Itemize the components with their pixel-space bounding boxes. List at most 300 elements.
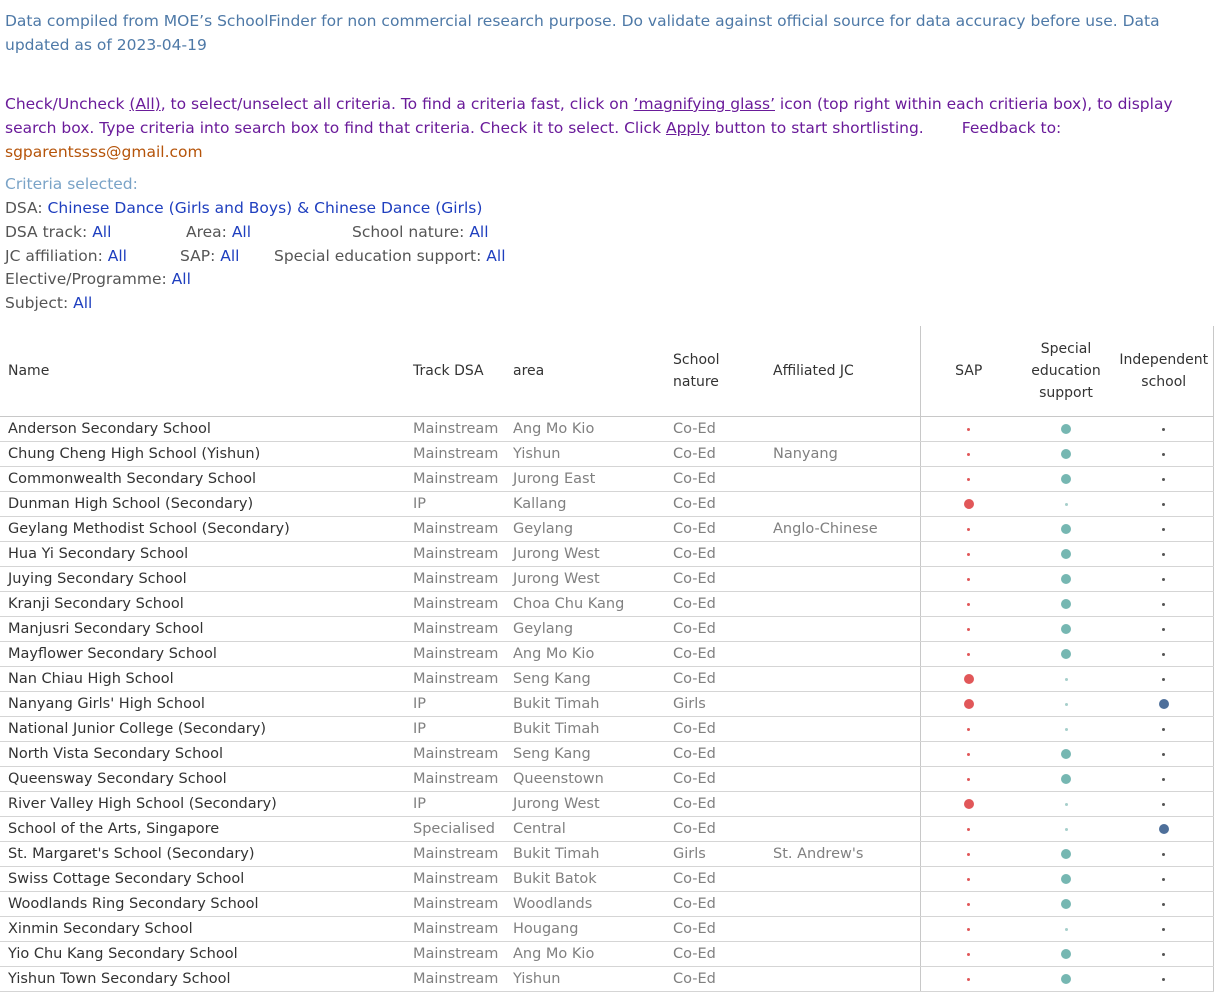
- instr-text-1: Check/Uncheck: [5, 95, 130, 113]
- sen-mark-cell: [1017, 592, 1115, 617]
- subject-value: All: [73, 294, 93, 312]
- table-row[interactable]: [0, 467, 1213, 492]
- table-row[interactable]: [0, 917, 1213, 942]
- table-row[interactable]: [0, 542, 1213, 567]
- independent-mark: [1162, 678, 1165, 681]
- area-cell: Jurong East: [505, 467, 665, 492]
- sap-mark: [967, 928, 970, 931]
- sen-mark: [1065, 678, 1068, 681]
- independent-mark: [1162, 578, 1165, 581]
- sap-mark-cell: [920, 692, 1017, 717]
- criteria-sap: [180, 247, 239, 265]
- dsa-track-value: All: [92, 223, 112, 241]
- table-row[interactable]: [0, 417, 1213, 442]
- sap-mark: [964, 699, 974, 709]
- school-name-cell: St. Margaret's School (Secondary): [0, 842, 405, 867]
- col-header-area[interactable]: area: [505, 326, 665, 417]
- sap-mark: [967, 628, 970, 631]
- sen-header-line1: Special: [1040, 341, 1092, 357]
- table-row[interactable]: [0, 867, 1213, 892]
- school-name-cell: Yio Chu Kang Secondary School: [0, 942, 405, 967]
- independent-mark: [1162, 853, 1165, 856]
- track-dsa-cell: Mainstream: [405, 567, 505, 592]
- school-nature-cell: Co-Ed: [665, 792, 765, 817]
- school-nature-cell: Co-Ed: [665, 542, 765, 567]
- independent-mark-cell: [1115, 592, 1213, 617]
- track-dsa-cell: Mainstream: [405, 642, 505, 667]
- sen-label: Special education support:: [274, 247, 487, 265]
- independent-mark-cell: [1115, 867, 1213, 892]
- school-name-cell: North Vista Secondary School: [0, 742, 405, 767]
- criteria-sen: [274, 247, 506, 265]
- sap-mark-cell: [920, 492, 1017, 517]
- area-label: Area:: [186, 223, 232, 241]
- sap-mark: [967, 428, 970, 431]
- area-cell: Central: [505, 817, 665, 842]
- instr-text-2: , to select/unselect all criteria. To find a criteria fast, click on: [160, 95, 634, 113]
- sap-mark: [967, 603, 970, 606]
- area-cell: Woodlands: [505, 892, 665, 917]
- sen-mark: [1061, 574, 1071, 584]
- sen-value: All: [486, 247, 506, 265]
- sap-mark-cell: [920, 917, 1017, 942]
- area-cell: Ang Mo Kio: [505, 417, 665, 442]
- sen-mark: [1065, 728, 1068, 731]
- independent-mark-cell: [1115, 442, 1213, 467]
- table-row[interactable]: [0, 892, 1213, 917]
- criteria-jc: [5, 247, 127, 265]
- sap-mark: [967, 953, 970, 956]
- sen-mark: [1061, 524, 1071, 534]
- sap-mark-cell: [920, 467, 1017, 492]
- affiliated-jc-cell: [765, 742, 920, 767]
- affiliated-jc-cell: [765, 617, 920, 642]
- track-dsa-cell: Mainstream: [405, 842, 505, 867]
- sap-mark-cell: [920, 967, 1017, 992]
- school-name-cell: Nan Chiau High School: [0, 667, 405, 692]
- school-nature-cell: Co-Ed: [665, 617, 765, 642]
- independent-mark: [1162, 728, 1165, 731]
- sap-mark-cell: [920, 667, 1017, 692]
- track-dsa-cell: Mainstream: [405, 667, 505, 692]
- sen-mark: [1065, 803, 1068, 806]
- school-name-cell: Swiss Cottage Secondary School: [0, 867, 405, 892]
- independent-mark-cell: [1115, 842, 1213, 867]
- school-nature-cell: Co-Ed: [665, 642, 765, 667]
- sap-value: All: [220, 247, 240, 265]
- usage-instructions: [5, 92, 1215, 164]
- school-name-cell: Yishun Town Secondary School: [0, 967, 405, 992]
- table-row[interactable]: [0, 442, 1213, 467]
- sen-mark: [1061, 974, 1071, 984]
- sen-header-line3: support: [1039, 385, 1093, 401]
- school-nature-cell: Co-Ed: [665, 442, 765, 467]
- sen-mark: [1065, 928, 1068, 931]
- apply-link[interactable]: Apply: [665, 119, 710, 137]
- affiliated-jc-cell: [765, 692, 920, 717]
- area-cell: Hougang: [505, 917, 665, 942]
- track-dsa-cell: Mainstream: [405, 967, 505, 992]
- area-cell: Ang Mo Kio: [505, 942, 665, 967]
- area-cell: Choa Chu Kang: [505, 592, 665, 617]
- independent-mark-cell: [1115, 417, 1213, 442]
- table-row[interactable]: [0, 967, 1213, 992]
- school-name-cell: Anderson Secondary School: [0, 417, 405, 442]
- sen-mark: [1061, 549, 1071, 559]
- sap-mark-cell: [920, 942, 1017, 967]
- school-nature-cell: Co-Ed: [665, 492, 765, 517]
- school-name-cell: Queensway Secondary School: [0, 767, 405, 792]
- school-nature-cell: Co-Ed: [665, 767, 765, 792]
- sen-mark-cell: [1017, 817, 1115, 842]
- school-nature-cell: Co-Ed: [665, 567, 765, 592]
- sap-mark-cell: [920, 742, 1017, 767]
- independent-mark-cell: [1115, 667, 1213, 692]
- sen-mark-cell: [1017, 892, 1115, 917]
- criteria-elective: [5, 270, 191, 288]
- independent-mark: [1162, 603, 1165, 606]
- school-nature-cell: Co-Ed: [665, 517, 765, 542]
- school-name-cell: Dunman High School (Secondary): [0, 492, 405, 517]
- independent-mark-cell: [1115, 792, 1213, 817]
- independent-mark: [1162, 428, 1165, 431]
- sap-mark-cell: [920, 767, 1017, 792]
- sen-mark-cell: [1017, 942, 1115, 967]
- table-row[interactable]: [0, 642, 1213, 667]
- sap-mark: [964, 499, 974, 509]
- affiliated-jc-cell: [765, 592, 920, 617]
- area-cell: Bukit Timah: [505, 842, 665, 867]
- dsa-label: DSA:: [5, 199, 48, 217]
- sap-mark: [967, 478, 970, 481]
- sap-mark: [967, 753, 970, 756]
- area-cell: Kallang: [505, 492, 665, 517]
- table-row[interactable]: [0, 517, 1213, 542]
- all-link[interactable]: (All): [129, 95, 161, 113]
- area-cell: Queenstown: [505, 767, 665, 792]
- school-name-cell: Nanyang Girls' High School: [0, 692, 405, 717]
- sen-mark-cell: [1017, 617, 1115, 642]
- sap-mark-cell: [920, 792, 1017, 817]
- independent-mark: [1162, 553, 1165, 556]
- independent-mark: [1159, 824, 1169, 834]
- col-header-sap[interactable]: SAP: [920, 326, 1017, 417]
- track-dsa-cell: IP: [405, 492, 505, 517]
- sap-mark: [967, 978, 970, 981]
- affiliated-jc-cell: [765, 792, 920, 817]
- sap-label: SAP:: [180, 247, 221, 265]
- track-dsa-cell: IP: [405, 717, 505, 742]
- dsa-track-label: DSA track:: [5, 223, 93, 241]
- table-row[interactable]: [0, 717, 1213, 742]
- area-cell: Jurong West: [505, 542, 665, 567]
- track-dsa-cell: Mainstream: [405, 917, 505, 942]
- track-dsa-cell: Mainstream: [405, 767, 505, 792]
- sen-mark: [1065, 703, 1068, 706]
- school-nature-cell: Co-Ed: [665, 742, 765, 767]
- independent-mark: [1162, 653, 1165, 656]
- col-header-jc[interactable]: Affiliated JC: [765, 326, 920, 417]
- elective-value: All: [171, 270, 191, 288]
- school-nature-cell: Girls: [665, 842, 765, 867]
- criteria-subject: [5, 294, 92, 312]
- sen-mark: [1061, 424, 1071, 434]
- sap-mark: [967, 853, 970, 856]
- sen-mark-cell: [1017, 792, 1115, 817]
- table-row[interactable]: [0, 767, 1213, 792]
- table-row[interactable]: [0, 567, 1213, 592]
- jc-value: All: [107, 247, 127, 265]
- independent-mark-cell: [1115, 517, 1213, 542]
- independent-mark-cell: [1115, 617, 1213, 642]
- sap-mark-cell: [920, 567, 1017, 592]
- sap-mark-cell: [920, 842, 1017, 867]
- school-name-cell: Geylang Methodist School (Secondary): [0, 517, 405, 542]
- independent-mark: [1159, 699, 1169, 709]
- col-header-name[interactable]: Name: [0, 326, 405, 417]
- school-nature-cell: Co-Ed: [665, 467, 765, 492]
- table-row[interactable]: [0, 667, 1213, 692]
- track-dsa-cell: Mainstream: [405, 517, 505, 542]
- independent-mark-cell: [1115, 492, 1213, 517]
- area-value: All: [231, 223, 252, 241]
- school-name-cell: Manjusri Secondary School: [0, 617, 405, 642]
- area-cell: Geylang: [505, 517, 665, 542]
- independent-mark-cell: [1115, 742, 1213, 767]
- col-header-nature[interactable]: School nature: [665, 326, 765, 417]
- affiliated-jc-cell: [765, 867, 920, 892]
- independent-mark-cell: [1115, 942, 1213, 967]
- sen-mark: [1061, 899, 1071, 909]
- track-dsa-cell: Mainstream: [405, 592, 505, 617]
- affiliated-jc-cell: [765, 492, 920, 517]
- sen-mark: [1061, 749, 1071, 759]
- independent-mark: [1162, 978, 1165, 981]
- sap-mark: [967, 453, 970, 456]
- track-dsa-cell: Mainstream: [405, 467, 505, 492]
- independent-mark: [1162, 903, 1165, 906]
- sen-mark-cell: [1017, 867, 1115, 892]
- independent-mark-cell: [1115, 917, 1213, 942]
- track-dsa-cell: Mainstream: [405, 742, 505, 767]
- col-header-sen[interactable]: [1017, 326, 1115, 417]
- sen-mark: [1061, 949, 1071, 959]
- school-name-cell: Commonwealth Secondary School: [0, 467, 405, 492]
- sap-mark-cell: [920, 542, 1017, 567]
- sap-mark: [967, 878, 970, 881]
- track-dsa-cell: Mainstream: [405, 892, 505, 917]
- criteria-school-nature: [352, 223, 489, 241]
- sap-mark-cell: [920, 517, 1017, 542]
- independent-mark-cell: [1115, 767, 1213, 792]
- data-source-notice: Data compiled from MOE’s SchoolFinder for non commercial research purpose. Do validate against official source for data accuracy before use. Data updated as of 2023-04-19: [5, 12, 1160, 54]
- school-nature-label: School nature:: [352, 223, 470, 241]
- ind-header-line1: Independent: [1119, 352, 1209, 368]
- table-row[interactable]: [0, 942, 1213, 967]
- table-row[interactable]: [0, 692, 1213, 717]
- sen-mark-cell: [1017, 717, 1115, 742]
- independent-mark: [1162, 953, 1165, 956]
- school-name-cell: Xinmin Secondary School: [0, 917, 405, 942]
- area-cell: Seng Kang: [505, 667, 665, 692]
- table-row[interactable]: [0, 842, 1213, 867]
- track-dsa-cell: Mainstream: [405, 617, 505, 642]
- school-name-cell: Mayflower Secondary School: [0, 642, 405, 667]
- sap-mark-cell: [920, 417, 1017, 442]
- area-cell: Bukit Timah: [505, 717, 665, 742]
- sen-mark-cell: [1017, 842, 1115, 867]
- sap-mark: [967, 828, 970, 831]
- independent-mark-cell: [1115, 542, 1213, 567]
- school-nature-cell: Co-Ed: [665, 592, 765, 617]
- affiliated-jc-cell: [765, 417, 920, 442]
- instr-text-3: icon (top right within each critieria box), to display search box. Type criteria into search box to find that criteria. Check it to select. Click: [5, 95, 1173, 137]
- area-cell: Yishun: [505, 442, 665, 467]
- sen-mark-cell: [1017, 692, 1115, 717]
- sen-mark-cell: [1017, 517, 1115, 542]
- sen-mark: [1061, 849, 1071, 859]
- sap-mark-cell: [920, 642, 1017, 667]
- school-name-cell: National Junior College (Secondary): [0, 717, 405, 742]
- sen-mark: [1061, 649, 1071, 659]
- track-dsa-cell: Mainstream: [405, 542, 505, 567]
- independent-mark-cell: [1115, 892, 1213, 917]
- independent-mark-cell: [1115, 817, 1213, 842]
- affiliated-jc-cell: [765, 942, 920, 967]
- sen-mark: [1061, 774, 1071, 784]
- independent-mark: [1162, 928, 1165, 931]
- independent-mark: [1162, 803, 1165, 806]
- table-row[interactable]: [0, 592, 1213, 617]
- school-name-cell: School of the Arts, Singapore: [0, 817, 405, 842]
- sap-mark: [964, 799, 974, 809]
- school-nature-cell: Co-Ed: [665, 917, 765, 942]
- table-row[interactable]: [0, 492, 1213, 517]
- affiliated-jc-cell: [765, 767, 920, 792]
- elective-label: Elective/Programme:: [5, 270, 172, 288]
- school-name-cell: Chung Cheng High School (Yishun): [0, 442, 405, 467]
- independent-mark: [1162, 453, 1165, 456]
- sap-mark-cell: [920, 717, 1017, 742]
- table-body: [0, 417, 1213, 992]
- affiliated-jc-cell: [765, 667, 920, 692]
- independent-mark-cell: [1115, 567, 1213, 592]
- sen-mark-cell: [1017, 442, 1115, 467]
- school-nature-cell: Co-Ed: [665, 667, 765, 692]
- affiliated-jc-cell: [765, 542, 920, 567]
- track-dsa-cell: IP: [405, 792, 505, 817]
- criteria-dsa-row: [5, 199, 482, 217]
- track-dsa-cell: IP: [405, 692, 505, 717]
- area-cell: Jurong West: [505, 567, 665, 592]
- feedback-email-link[interactable]: sgparentssss@gmail.com: [5, 143, 203, 161]
- school-name-cell: Hua Yi Secondary School: [0, 542, 405, 567]
- independent-mark-cell: [1115, 692, 1213, 717]
- jc-label: JC affiliation:: [5, 247, 108, 265]
- school-nature-cell: Co-Ed: [665, 717, 765, 742]
- sap-mark: [967, 903, 970, 906]
- affiliated-jc-cell: [765, 817, 920, 842]
- area-cell: Geylang: [505, 617, 665, 642]
- independent-mark: [1162, 778, 1165, 781]
- independent-mark: [1162, 628, 1165, 631]
- col-header-independent[interactable]: [1115, 326, 1213, 417]
- affiliated-jc-cell: St. Andrew's: [765, 842, 920, 867]
- instr-text-4: button to start shortlisting.: [709, 119, 924, 137]
- col-header-track[interactable]: Track DSA: [405, 326, 505, 417]
- school-name-cell: Juying Secondary School: [0, 567, 405, 592]
- independent-mark: [1162, 503, 1165, 506]
- independent-mark: [1162, 753, 1165, 756]
- independent-mark-cell: [1115, 717, 1213, 742]
- affiliated-jc-cell: [765, 467, 920, 492]
- sap-mark-cell: [920, 442, 1017, 467]
- sen-mark-cell: [1017, 967, 1115, 992]
- table-header-row: [0, 326, 1213, 417]
- sap-mark: [967, 653, 970, 656]
- independent-mark: [1162, 528, 1165, 531]
- sap-mark: [967, 728, 970, 731]
- feedback-label: Feedback to:: [961, 119, 1062, 137]
- school-nature-cell: Co-Ed: [665, 867, 765, 892]
- sen-mark-cell: [1017, 467, 1115, 492]
- table-row[interactable]: [0, 792, 1213, 817]
- ind-header-line2: school: [1141, 374, 1187, 390]
- sen-header-line2: education: [1031, 363, 1101, 379]
- area-cell: Seng Kang: [505, 742, 665, 767]
- sap-mark-cell: [920, 867, 1017, 892]
- sen-mark-cell: [1017, 917, 1115, 942]
- sap-mark: [967, 778, 970, 781]
- school-nature-cell: Co-Ed: [665, 892, 765, 917]
- sap-mark: [964, 674, 974, 684]
- track-dsa-cell: Mainstream: [405, 442, 505, 467]
- school-nature-cell: Co-Ed: [665, 417, 765, 442]
- sen-mark-cell: [1017, 542, 1115, 567]
- sap-mark: [967, 553, 970, 556]
- sen-mark-cell: [1017, 417, 1115, 442]
- area-cell: Bukit Timah: [505, 692, 665, 717]
- criteria-heading: Criteria selected:: [5, 175, 138, 193]
- sen-mark: [1061, 624, 1071, 634]
- school-nature-value: All: [469, 223, 489, 241]
- school-nature-cell: Co-Ed: [665, 817, 765, 842]
- school-name-cell: River Valley High School (Secondary): [0, 792, 405, 817]
- sen-mark: [1061, 874, 1071, 884]
- sap-mark-cell: [920, 817, 1017, 842]
- table-row[interactable]: [0, 817, 1213, 842]
- school-name-cell: Kranji Secondary School: [0, 592, 405, 617]
- area-cell: Ang Mo Kio: [505, 642, 665, 667]
- sen-mark: [1065, 503, 1068, 506]
- table-row[interactable]: [0, 742, 1213, 767]
- table-row[interactable]: [0, 617, 1213, 642]
- criteria-row-2: [5, 223, 111, 241]
- affiliated-jc-cell: [765, 917, 920, 942]
- dsa-value: Chinese Dance (Girls and Boys) & Chinese Dance (Girls): [47, 199, 483, 217]
- sen-mark: [1065, 828, 1068, 831]
- independent-mark: [1162, 878, 1165, 881]
- track-dsa-cell: Mainstream: [405, 942, 505, 967]
- sen-mark: [1061, 474, 1071, 484]
- affiliated-jc-cell: [765, 642, 920, 667]
- sen-mark: [1061, 449, 1071, 459]
- sen-mark-cell: [1017, 767, 1115, 792]
- magnifying-glass-link[interactable]: ’magnifying glass’: [633, 95, 775, 113]
- independent-mark: [1162, 478, 1165, 481]
- sen-mark-cell: [1017, 567, 1115, 592]
- sen-mark-cell: [1017, 642, 1115, 667]
